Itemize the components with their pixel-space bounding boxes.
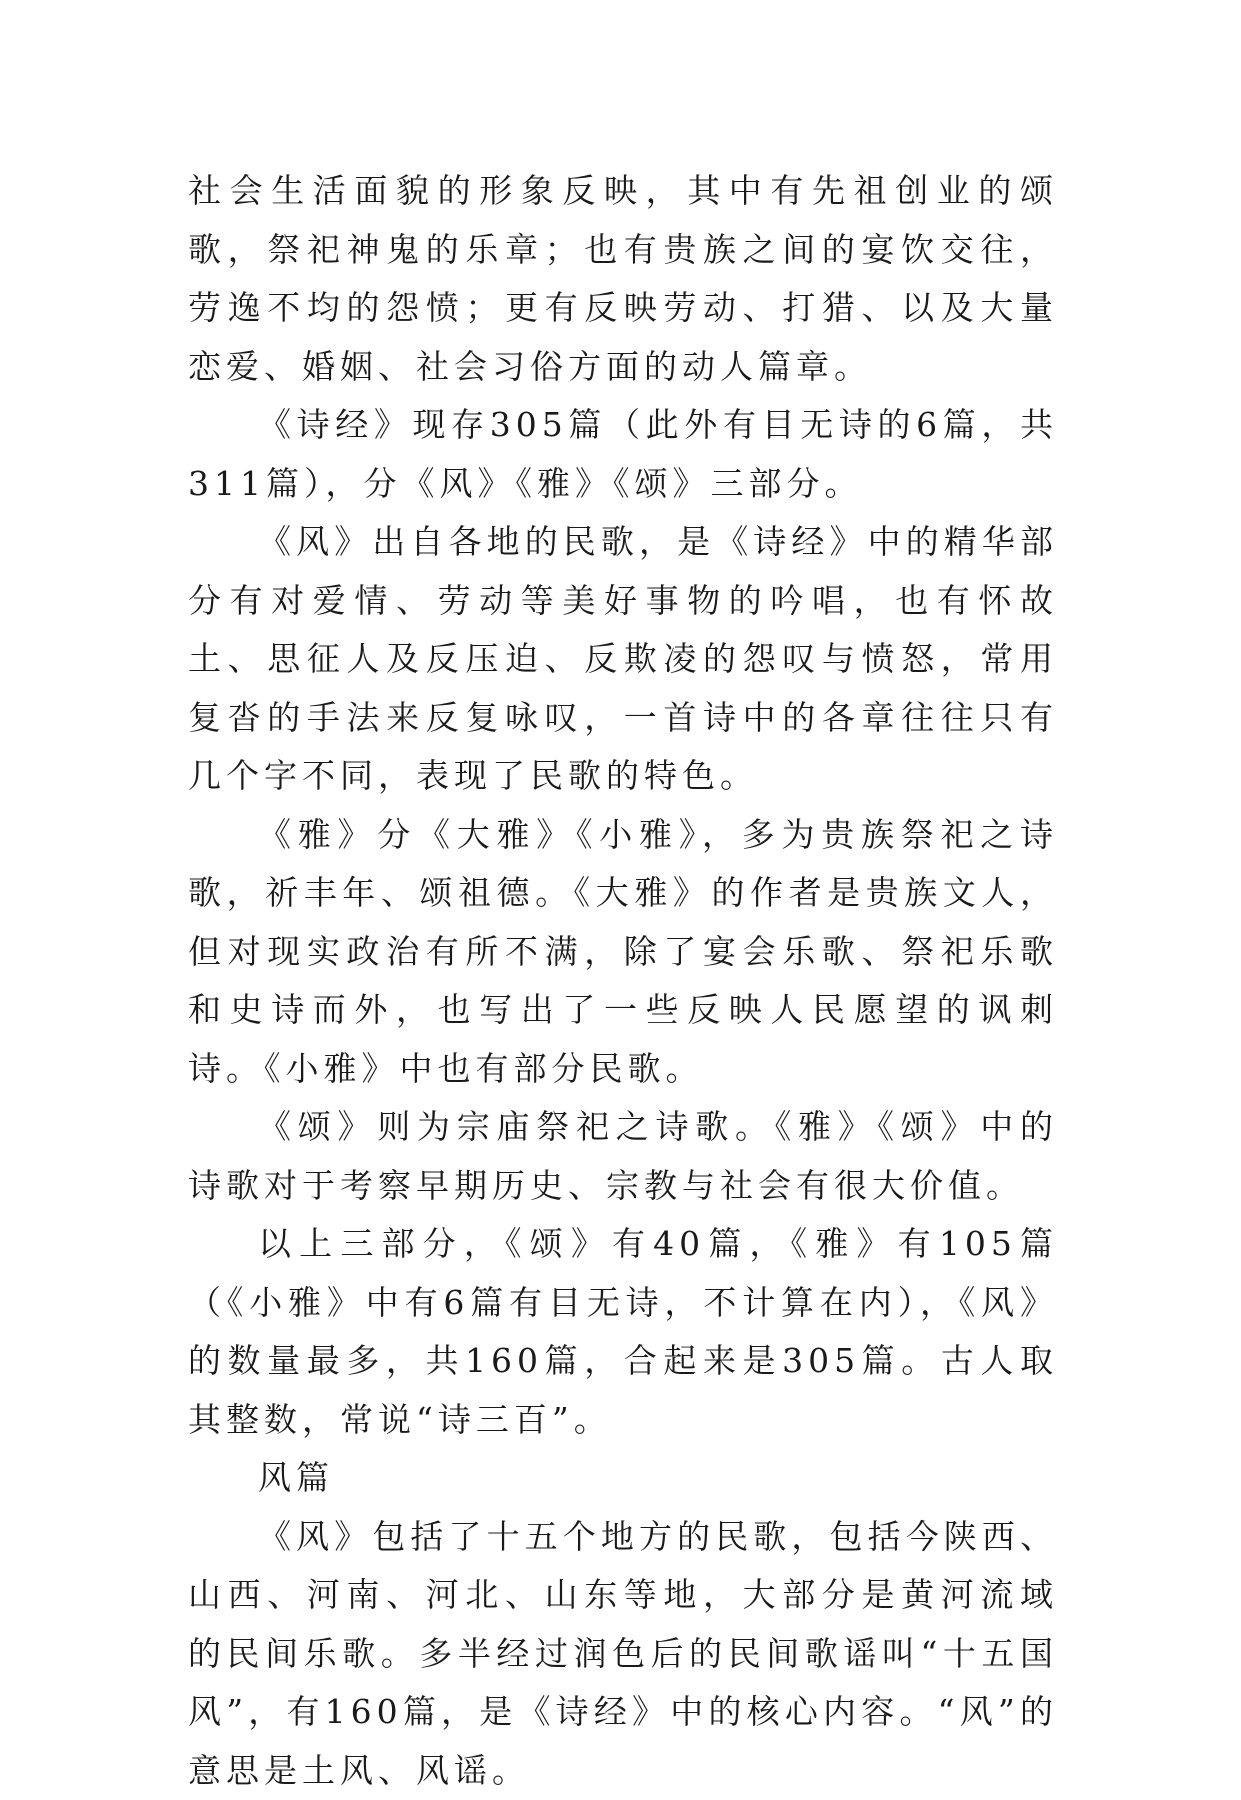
paragraph-5: 《颂》则为宗庙祭祀之诗歌。《雅》《颂》中的诗歌对于考察早期历史、宗教与社会有很大价值。 (188, 1098, 1058, 1215)
paragraph-7: 《风》包括了十五个地方的民歌，包括今陕西、山西、河南、河北、山东等地，大部分是黄河流域的民间乐歌。多半经过润色后的民间歌谣叫“十五国风”，有160篇，是《诗经》中的核心内容。“风”的意思是土风、风谣。 (188, 1508, 1058, 1800)
paragraph-3: 《风》出自各地的民歌，是《诗经》中的精华部分有对爱情、劳动等美好事物的吟唱，也有怀故土、思征人及反压迫、反欺凌的怨叹与愤怒，常用复沓的手法来反复咏叹，一首诗中的各章往往只有几个字不同，表现了民歌的特色。 (188, 513, 1058, 806)
paragraph-2: 《诗经》现存305篇（此外有目无诗的6篇，共311篇），分《风》《雅》《颂》三部分。 (188, 396, 1058, 513)
document-body (188, 162, 1058, 1800)
paragraph-6: 以上三部分，《颂》有40篇，《雅》有105篇（《小雅》中有6篇有目无诗，不计算在内），《风》的数量最多，共160篇，合起来是305篇。古人取其整数，常说“诗三百”。 (188, 1215, 1058, 1449)
paragraph-4: 《雅》分《大雅》《小雅》，多为贵族祭祀之诗歌，祈丰年、颂祖德。《大雅》的作者是贵族文人，但对现实政治有所不满，除了宴会乐歌、祭祀乐歌和史诗而外，也写出了一些反映人民愿望的讽刺诗。《小雅》中也有部分民歌。 (188, 806, 1058, 1099)
section-heading-feng: 风篇 (188, 1449, 1058, 1508)
paragraph-1: 社会生活面貌的形象反映，其中有先祖创业的颂歌，祭祀神鬼的乐章；也有贵族之间的宴饮交往，劳逸不均的怨愤；更有反映劳动、打猎、以及大量恋爱、婚姻、社会习俗方面的动人篇章。 (188, 162, 1058, 396)
